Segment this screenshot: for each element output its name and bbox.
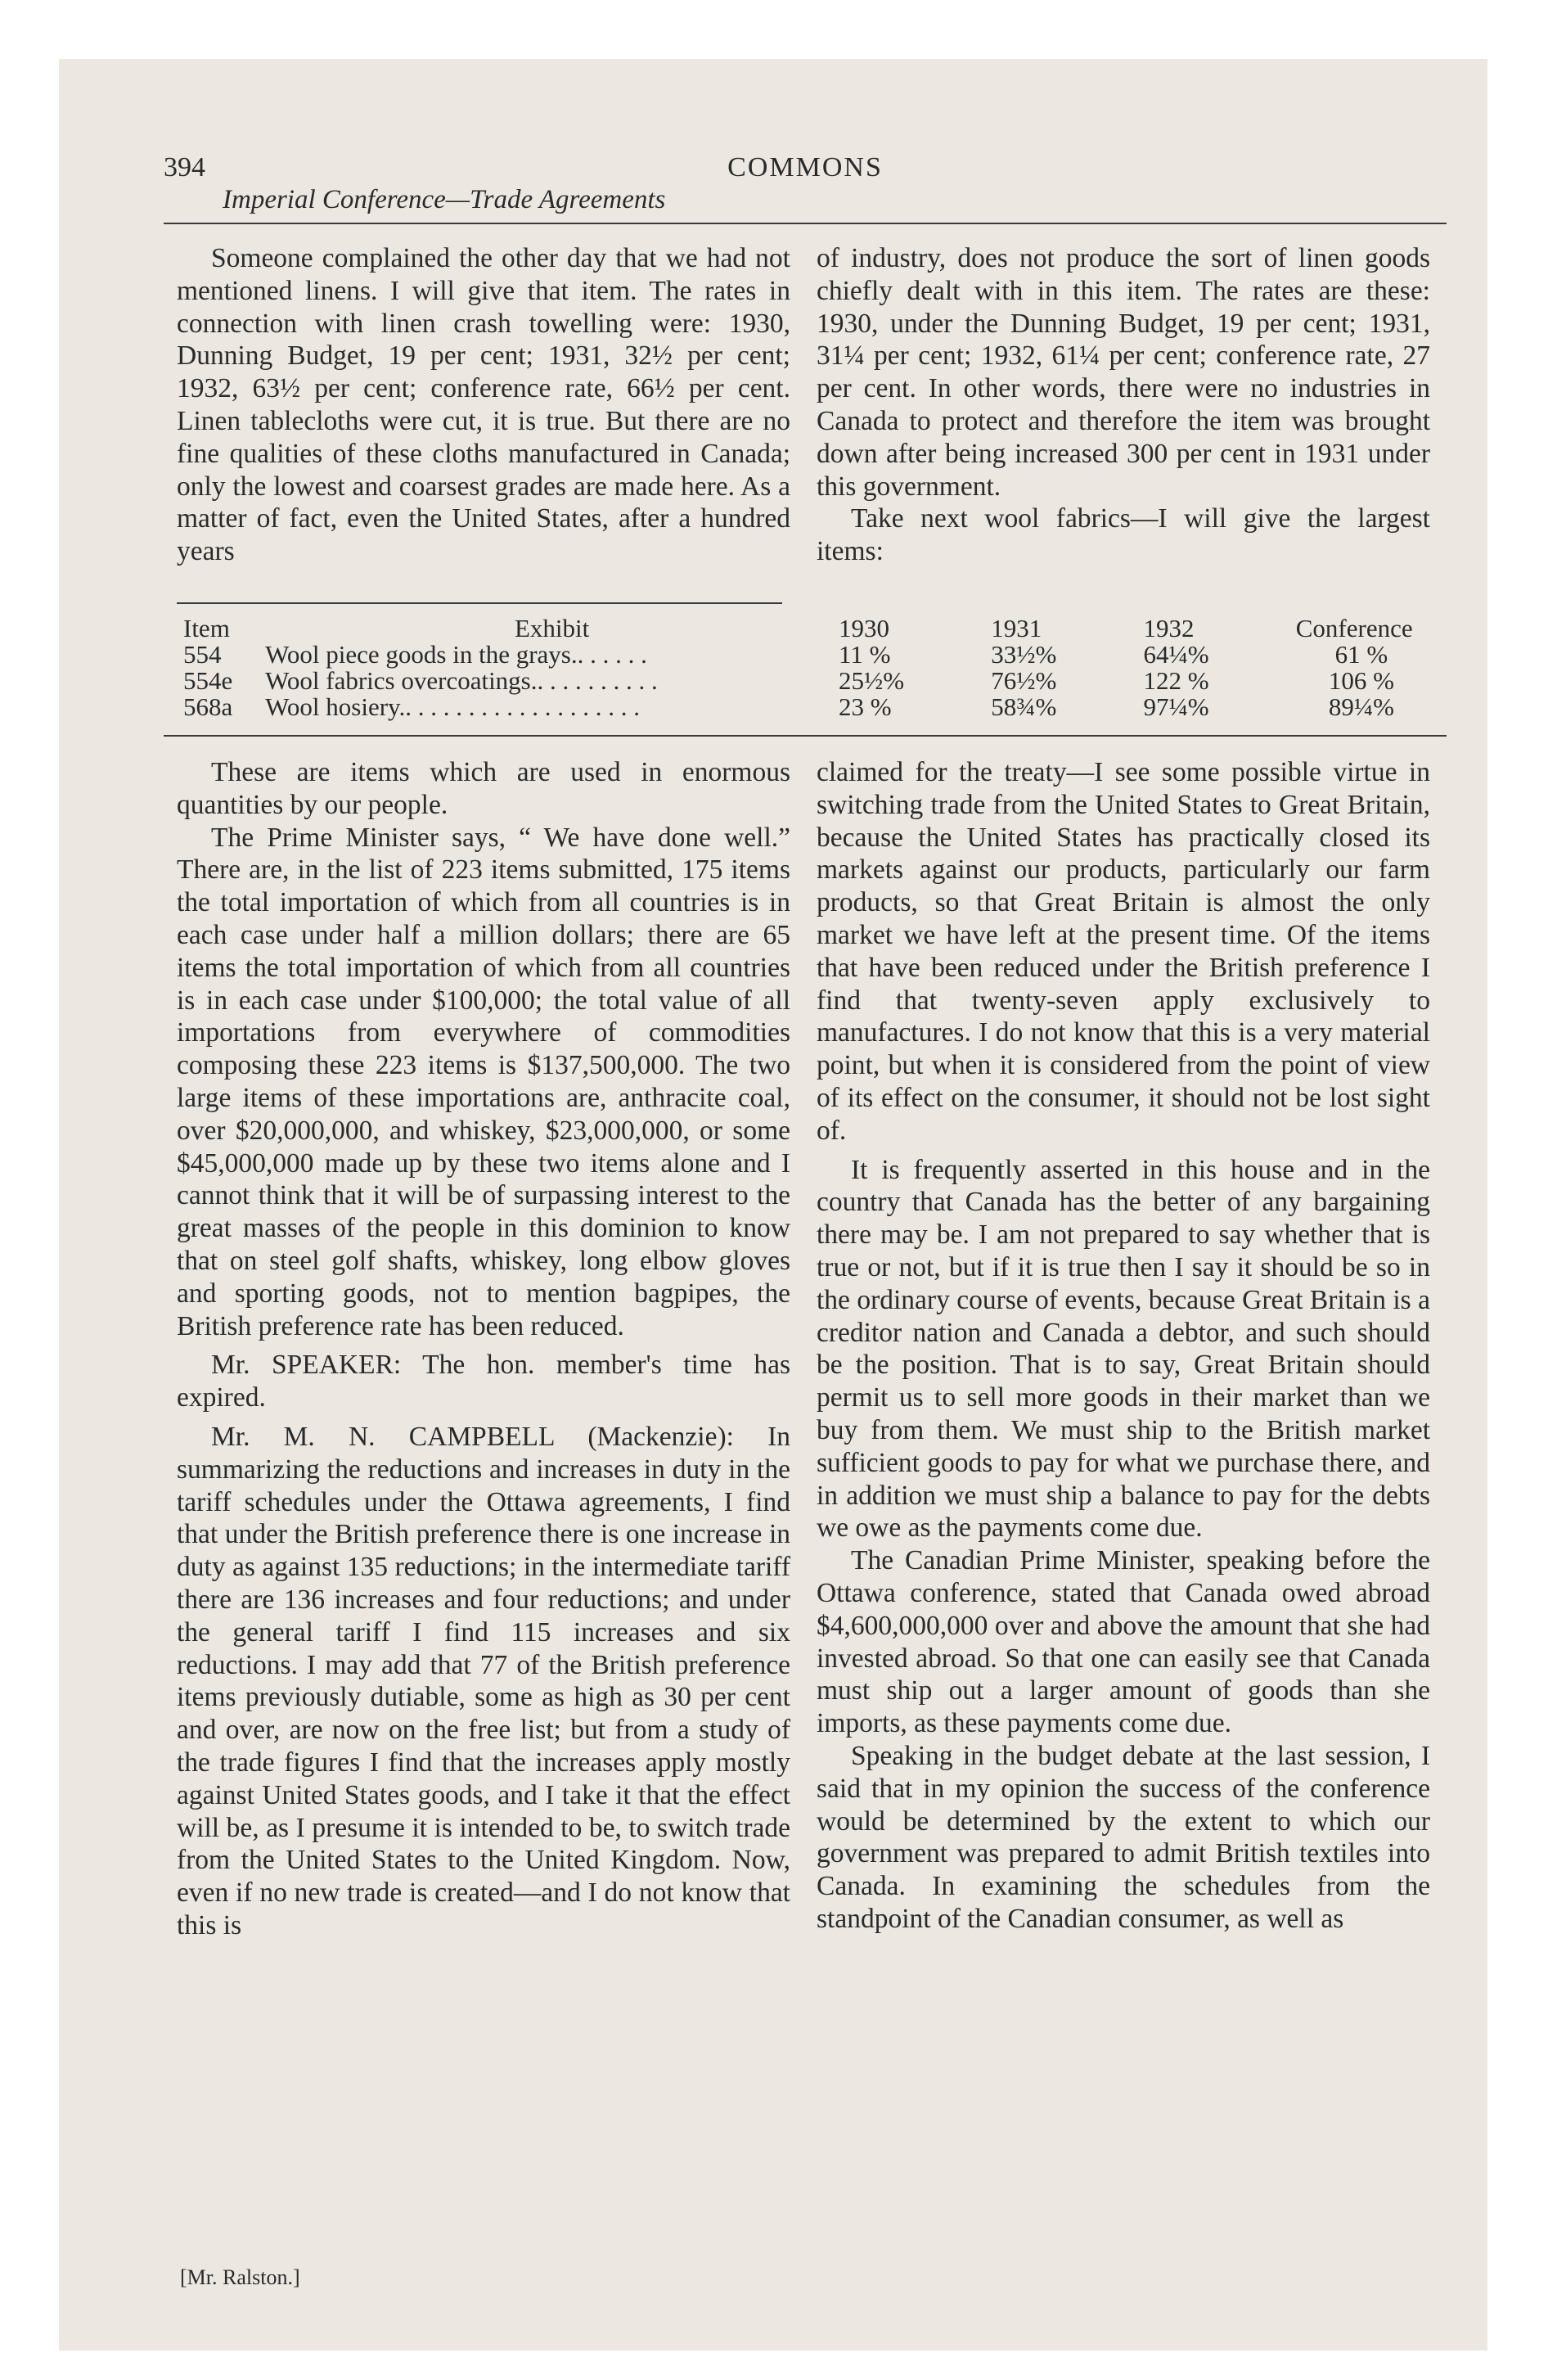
col-header-item: Item — [183, 614, 230, 642]
cell-1930: 25½% — [839, 666, 905, 695]
col-header-1930: 1930 — [839, 614, 890, 642]
cell-1931: 33½% — [991, 640, 1057, 669]
cell-exhibit: Wool fabrics overcoatings.. . . . . . . . . . — [265, 666, 658, 695]
bottom-left-column — [177, 756, 790, 1942]
table-header-row — [183, 615, 1427, 642]
table-row — [183, 642, 1427, 668]
paragraph: The Prime Minister says, “ We have done well.” There are, in the list of 223 items submitted, 175 items the total importation of which from all countries is in each case under half a million dollars; there are 65 items the total importation of which from all countries is in each case under $100,000; the total value of all importations from everywhere of commodities composing these 223 items is $137,500,000. The two large items of these importations are, anthracite coal, over $20,000,000, and whiskey, $23,000,000, or some $45,000,000 made up by these two items alone and I cannot think that it will be of surpassing interest to the great masses of the people in this dominion to know that on steel golf shafts, whiskey, long elbow gloves and sporting goods, not to mention bagpipes, the British preference rate has been reduced. — [177, 822, 790, 1341]
cell-exhibit: Wool hosiery.. . . . . . . . . . . . . . . . . . . — [265, 692, 641, 721]
table-row — [183, 668, 1427, 694]
bottom-right-column — [817, 756, 1430, 1936]
header-rule — [164, 223, 1447, 224]
cell-conference: 89¼% — [1328, 692, 1394, 721]
cell-1932: 122 % — [1143, 666, 1209, 695]
paragraph: Someone complained the other day that we had not mentioned linens. I will give that item. The rates in connection with linen crash towelling were: 1930, Dunning Budget, 19 per cent; 1931, 32½ per cent; 1932, 63½ per cent; conference rate, 66½ per cent. Linen tablecloths were cut, it is true. But there are no fine qualities of these cloths manufactured in Canada; only the lowest and coarsest grades are made here. As a matter of fact, even the United States, after a hundred years — [177, 243, 790, 567]
col-header-1932: 1932 — [1143, 614, 1195, 642]
cell-1930: 23 % — [839, 692, 892, 721]
cell-item: 554e — [183, 666, 233, 695]
cell-1931: 58¾% — [991, 692, 1057, 721]
table-bottom-rule — [164, 735, 1447, 737]
table-row — [183, 694, 1427, 720]
cell-1932: 64¼% — [1143, 640, 1209, 669]
table-top-rule — [177, 602, 782, 604]
cell-1931: 76½% — [991, 666, 1057, 695]
col-header-conference: Conference — [1295, 614, 1413, 642]
cell-exhibit: Wool piece goods in the grays.. . . . . . — [265, 640, 647, 669]
footnote: [Mr. Ralston.] — [180, 2265, 300, 2289]
header-title: COMMONS — [727, 152, 883, 183]
paragraph: It is frequently asserted in this house and in the country that Canada has the better of any bargaining there may be. I am not prepared to say whether that is true or not, but if it is true then I say it should be so in the ordinary course of events, because Great Britain is a creditor nation and Canada a debtor, and such should be the position. That is to say, Great Britain should permit us to sell more goods in their market than we buy from them. We must ship to the British market sufficient goods to pay for what we purchase there, and in addition we must ship a balance to pay for the debts we owe as the payments come due. — [817, 1154, 1430, 1544]
paragraph: Take next wool fabrics—I will give the largest items: — [817, 503, 1430, 567]
paragraph: Speaking in the budget debate at the last session, I said that in my opinion the success of the conference would be determined by the extent to which our government was prepared to admit British textiles into Canada. In examining the schedules from the standpoint of the Canadian consumer, as well as — [817, 1740, 1430, 1934]
page-number: 394 — [164, 152, 205, 183]
cell-item: 568a — [183, 692, 233, 721]
cell-conference: 106 % — [1328, 666, 1394, 695]
header-subtitle: Imperial Conference—Trade Agreements — [223, 185, 666, 214]
cell-conference: 61 % — [1334, 640, 1388, 669]
col-header-exhibit: Exhibit — [514, 614, 590, 642]
paragraph: claimed for the treaty—I see some possible virtue in switching trade from the United States to Great Britain, because the United States has practically closed its markets against our products, particularly our farm products, so that Great Britain is almost the only market we have left at the present time. Of the items that have been reduced under the British preference I find that twenty-seven apply exclusively to manufactures. I do not know that this is a very material point, but when it is considered from the point of view of its effect on the consumer, it should not be lost sight of. — [817, 757, 1430, 1146]
paragraph: Mr. SPEAKER: The hon. member's time has expired. — [177, 1350, 790, 1413]
paragraph: These are items which are used in enormous quantities by our people. — [177, 757, 790, 820]
cell-item: 554 — [183, 640, 222, 669]
cell-1932: 97¼% — [1143, 692, 1209, 721]
top-right-column — [817, 242, 1430, 568]
exhibit-table — [183, 615, 1427, 720]
cell-1930: 11 % — [839, 640, 891, 669]
paragraph: of industry, does not produce the sort of linen goods chiefly dealt with in this item. The rates are these: 1930, under the Dunning Budget, 19 per cent; 1931, 31¼ per cent; 1932, 61¼ per cent; conference rate, 27 per cent. In other words, there were no industries in Canada to protect and therefore the item was brought down after being increased 300 per cent in 1931 under this government. — [817, 243, 1430, 502]
paragraph: Mr. M. N. CAMPBELL (Mackenzie): In summarizing the reductions and increases in duty in the tariff schedules under the Ottawa agreements, I find that under the British preference there is one increase in duty as against 135 reductions; in the intermediate tariff there are 136 increases and four reductions; and under the general tariff I find 115 increases and six reductions. I may add that 77 of the British preference items previously dutiable, some as high as 30 per cent and over, are now on the free list; but from a study of the trade figures I find that the increases apply mostly against United States goods, and I take it that the effect will be, as I presume it is intended to be, to switch trade from the United States to the United Kingdom. Now, even if no new trade is created—and I do not know that this is — [177, 1421, 790, 1941]
col-header-1931: 1931 — [991, 614, 1042, 642]
paragraph: The Canadian Prime Minister, speaking before the Ottawa conference, stated that Canada owed abroad $4,600,000,000 over and above the amount that she had invested abroad. So that one can easily see that Canada must ship out a larger amount of goods than she imports, as these payments come due. — [817, 1545, 1430, 1739]
top-left-column — [177, 242, 790, 568]
